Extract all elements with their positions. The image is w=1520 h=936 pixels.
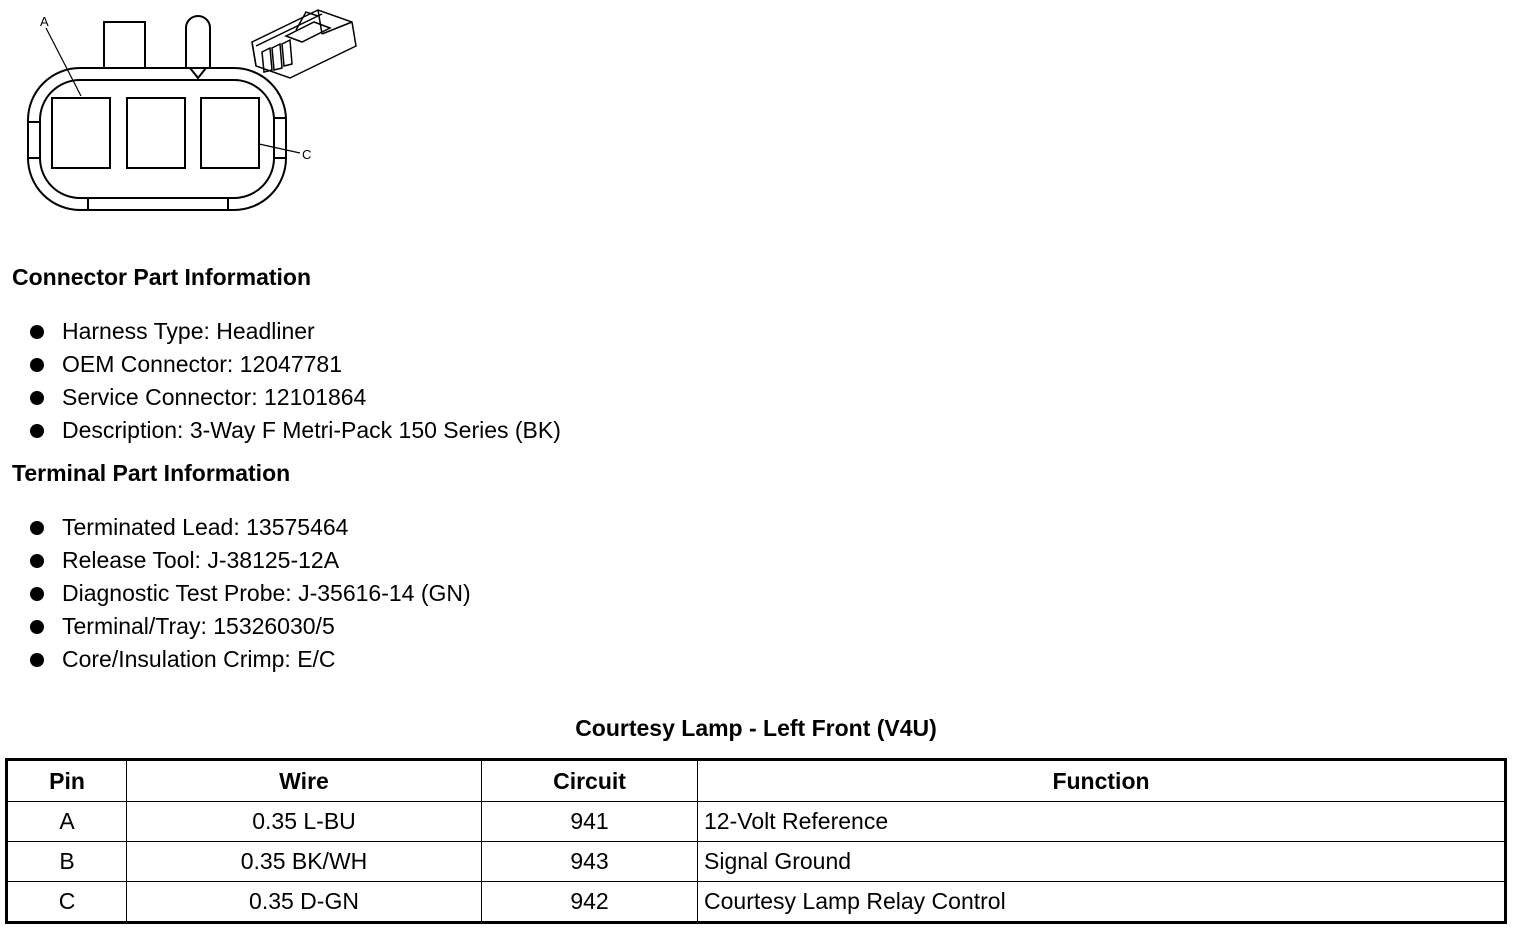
list-item: Service Connector: 12101864 [27,381,561,414]
bullet-icon [30,325,44,339]
header-wire: Wire [127,760,482,802]
table-row [7,882,1506,923]
cell-circuit: 941 [482,802,698,842]
list-item: Terminated Lead: 13575464 [27,511,471,544]
cell-wire: 0.35 L-BU [127,802,482,842]
bullet-icon [30,554,44,568]
cell-function: Courtesy Lamp Relay Control [698,882,1506,923]
list-item: Description: 3-Way F Metri-Pack 150 Series (BK) [27,414,561,447]
header-function: Function [698,760,1506,802]
list-item: OEM Connector: 12047781 [27,348,561,381]
cell-pin: C [7,882,127,923]
connector-info-list [27,315,561,447]
cell-wire: 0.35 D-GN [127,882,482,923]
cell-function: Signal Ground [698,842,1506,882]
bullet-icon [30,587,44,601]
table-row [7,842,1506,882]
terminal-info-list [27,511,471,676]
cell-circuit: 943 [482,842,698,882]
bullet-icon [30,424,44,438]
list-item: Release Tool: J-38125-12A [27,544,471,577]
list-item: Terminal/Tray: 15326030/5 [27,610,471,643]
bullet-icon [30,391,44,405]
connector-diagram [0,0,380,230]
terminal-info-heading: Terminal Part Information [12,460,291,486]
list-item: Core/Insulation Crimp: E/C [27,643,471,676]
cell-wire: 0.35 BK/WH [127,842,482,882]
table-row [7,802,1506,842]
header-pin: Pin [7,760,127,802]
pin-c-label: C [302,147,312,162]
bullet-icon [30,521,44,535]
connector-info-heading: Connector Part Information [12,264,312,290]
pin-a-label: A [40,14,49,29]
cell-pin: A [7,802,127,842]
list-item: Diagnostic Test Probe: J-35616-14 (GN) [27,577,471,610]
bullet-icon [30,620,44,634]
bullet-icon [30,653,44,667]
header-circuit: Circuit [482,760,698,802]
cell-circuit: 942 [482,882,698,923]
list-item: Harness Type: Headliner [27,315,561,348]
bullet-icon [30,358,44,372]
cell-function: 12-Volt Reference [698,802,1506,842]
pinout-table [5,758,1507,924]
table-title: Courtesy Lamp - Left Front (V4U) [575,715,937,741]
cell-pin: B [7,842,127,882]
table-header-row [7,760,1506,802]
